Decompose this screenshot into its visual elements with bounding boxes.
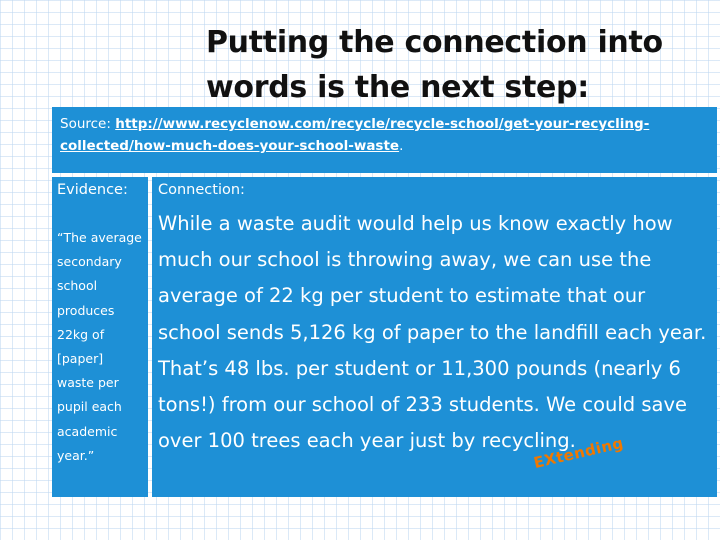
connection-text: While a waste audit would help us know exactly how much our school is throwing away, we can use the average of 22 kg per student to estimate that our school sends 5,126 kg of paper to the landfill each year. That’s 48 lbs. per student or 11,300 pounds (nearly 6 tons!) from our school of 233 students. We could save over 100 trees each year just by recycling. [158, 212, 707, 453]
evidence-heading: Evidence: [57, 182, 128, 198]
source-label: Source: [60, 116, 116, 132]
slide-title: Putting the connection into words is the next step: [206, 25, 663, 105]
source-end: . [399, 138, 404, 154]
connection-heading: Connection: [158, 182, 245, 198]
source-link[interactable]: http://www.recyclenow.com/recycle/recycle-school/get-your-recycling-collected/how-much-does-your-school-waste [60, 116, 650, 154]
connection-box [152, 177, 717, 497]
evidence-quote: “The average secondary school produces 22kg of [paper] waste per pupil each academic year.” [57, 230, 142, 463]
evidence-box [52, 177, 148, 497]
source-box [52, 107, 717, 173]
extending-label: EXtending [531, 433, 626, 472]
